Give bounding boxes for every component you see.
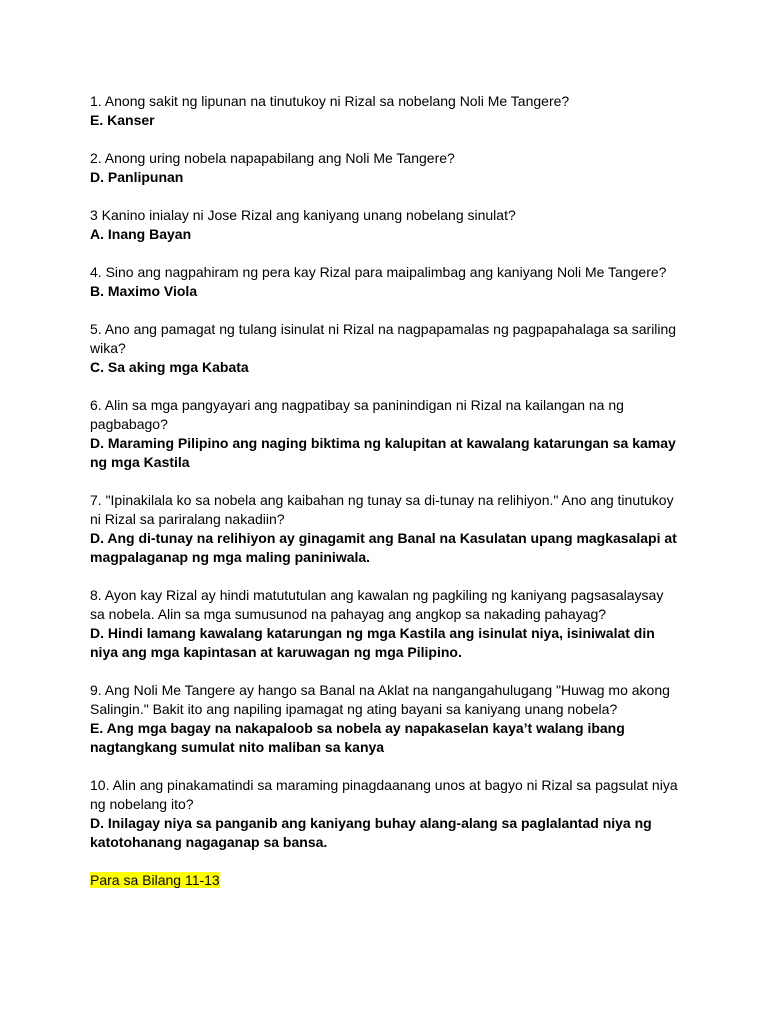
question-item-2 xyxy=(90,149,680,187)
highlighted-text: Para sa Bilang 11-13 xyxy=(90,872,220,888)
answer-text: D. Maraming Pilipino ang naging biktima ng kalupitan at kawalang katarungan sa kamay ng mga Kastila xyxy=(90,435,676,470)
question-text: 8. Ayon kay Rizal ay hindi matututulan ang kawalan ng pagkiling ng kaniyang pagsasalaysay sa nobela. Alin sa mga sumusunod na pahayag ang angkop sa nakading pahayag? xyxy=(90,587,664,622)
question-item-4 xyxy=(90,263,680,301)
answer-text: C. Sa aking mga Kabata xyxy=(90,359,249,375)
question-text: 2. Anong uring nobela napapabilang ang Noli Me Tangere? xyxy=(90,150,455,166)
question-text: 4. Sino ang nagpahiram ng pera kay Rizal para maipalimbag ang kaniyang Noli Me Tangere? xyxy=(90,264,667,280)
question-item-1 xyxy=(90,92,680,130)
question-text: 7. "Ipinakilala ko sa nobela ang kaibahan ng tunay sa di-tunay na relihiyon." Ano ang tinutukoy ni Rizal sa pariralang nakadiin? xyxy=(90,492,674,527)
answer-text: E. Ang mga bagay na nakapaloob sa nobela ay napakaselan kaya’t walang ibang nagtangkang sumulat nito maliban sa kanya xyxy=(90,720,625,755)
answer-text: B. Maximo Viola xyxy=(90,283,198,299)
question-item-7 xyxy=(90,491,680,567)
section-label xyxy=(90,871,680,890)
question-item-8 xyxy=(90,586,680,662)
question-text: 10. Alin ang pinakamatindi sa maraming pinagdaanang unos at bagyo ni Rizal sa pagsulat niya ng nobelang ito? xyxy=(90,777,678,812)
answer-text: D. Panlipunan xyxy=(90,169,184,185)
question-text: 6. Alin sa mga pangyayari ang nagpatibay sa paninindigan ni Rizal na kailangan na ng pagbabago? xyxy=(90,397,624,432)
question-item-6 xyxy=(90,396,680,472)
question-text: 1. Anong sakit ng lipunan na tinutukoy ni Rizal sa nobelang Noli Me Tangere? xyxy=(90,93,570,109)
document-page xyxy=(90,92,680,890)
question-text: 9. Ang Noli Me Tangere ay hango sa Banal na Aklat na nangangahulugang "Huwag mo akong Salingin." Bakit ito ang napiling ipamagat ng ating bayani sa kaniyang unang nobela? xyxy=(90,682,670,717)
question-item-9 xyxy=(90,681,680,757)
answer-text: D. Inilagay niya sa panganib ang kaniyang buhay alang-alang sa paglalantad niya ng katotohanang nagaganap sa bansa. xyxy=(90,815,652,850)
answer-text: D. Hindi lamang kawalang katarungan ng mga Kastila ang isinulat niya, isiniwalat din niya ang mga kapintasan at karuwagan ng mga Pilipino. xyxy=(90,625,655,660)
answer-text: D. Ang di-tunay na relihiyon ay ginagamit ang Banal na Kasulatan upang magkasalapi at magpalaganap ng mga maling paniniwala. xyxy=(90,530,677,565)
answer-text: A. Inang Bayan xyxy=(90,226,192,242)
question-text: 3 Kanino inialay ni Jose Rizal ang kaniyang unang nobelang sinulat? xyxy=(90,207,516,223)
question-item-3 xyxy=(90,206,680,244)
question-item-10 xyxy=(90,776,680,852)
question-item-5 xyxy=(90,320,680,377)
answer-text: E. Kanser xyxy=(90,112,155,128)
question-text: 5. Ano ang pamagat ng tulang isinulat ni Rizal na nagpapamalas ng pagpapahalaga sa sariling wika? xyxy=(90,321,677,356)
